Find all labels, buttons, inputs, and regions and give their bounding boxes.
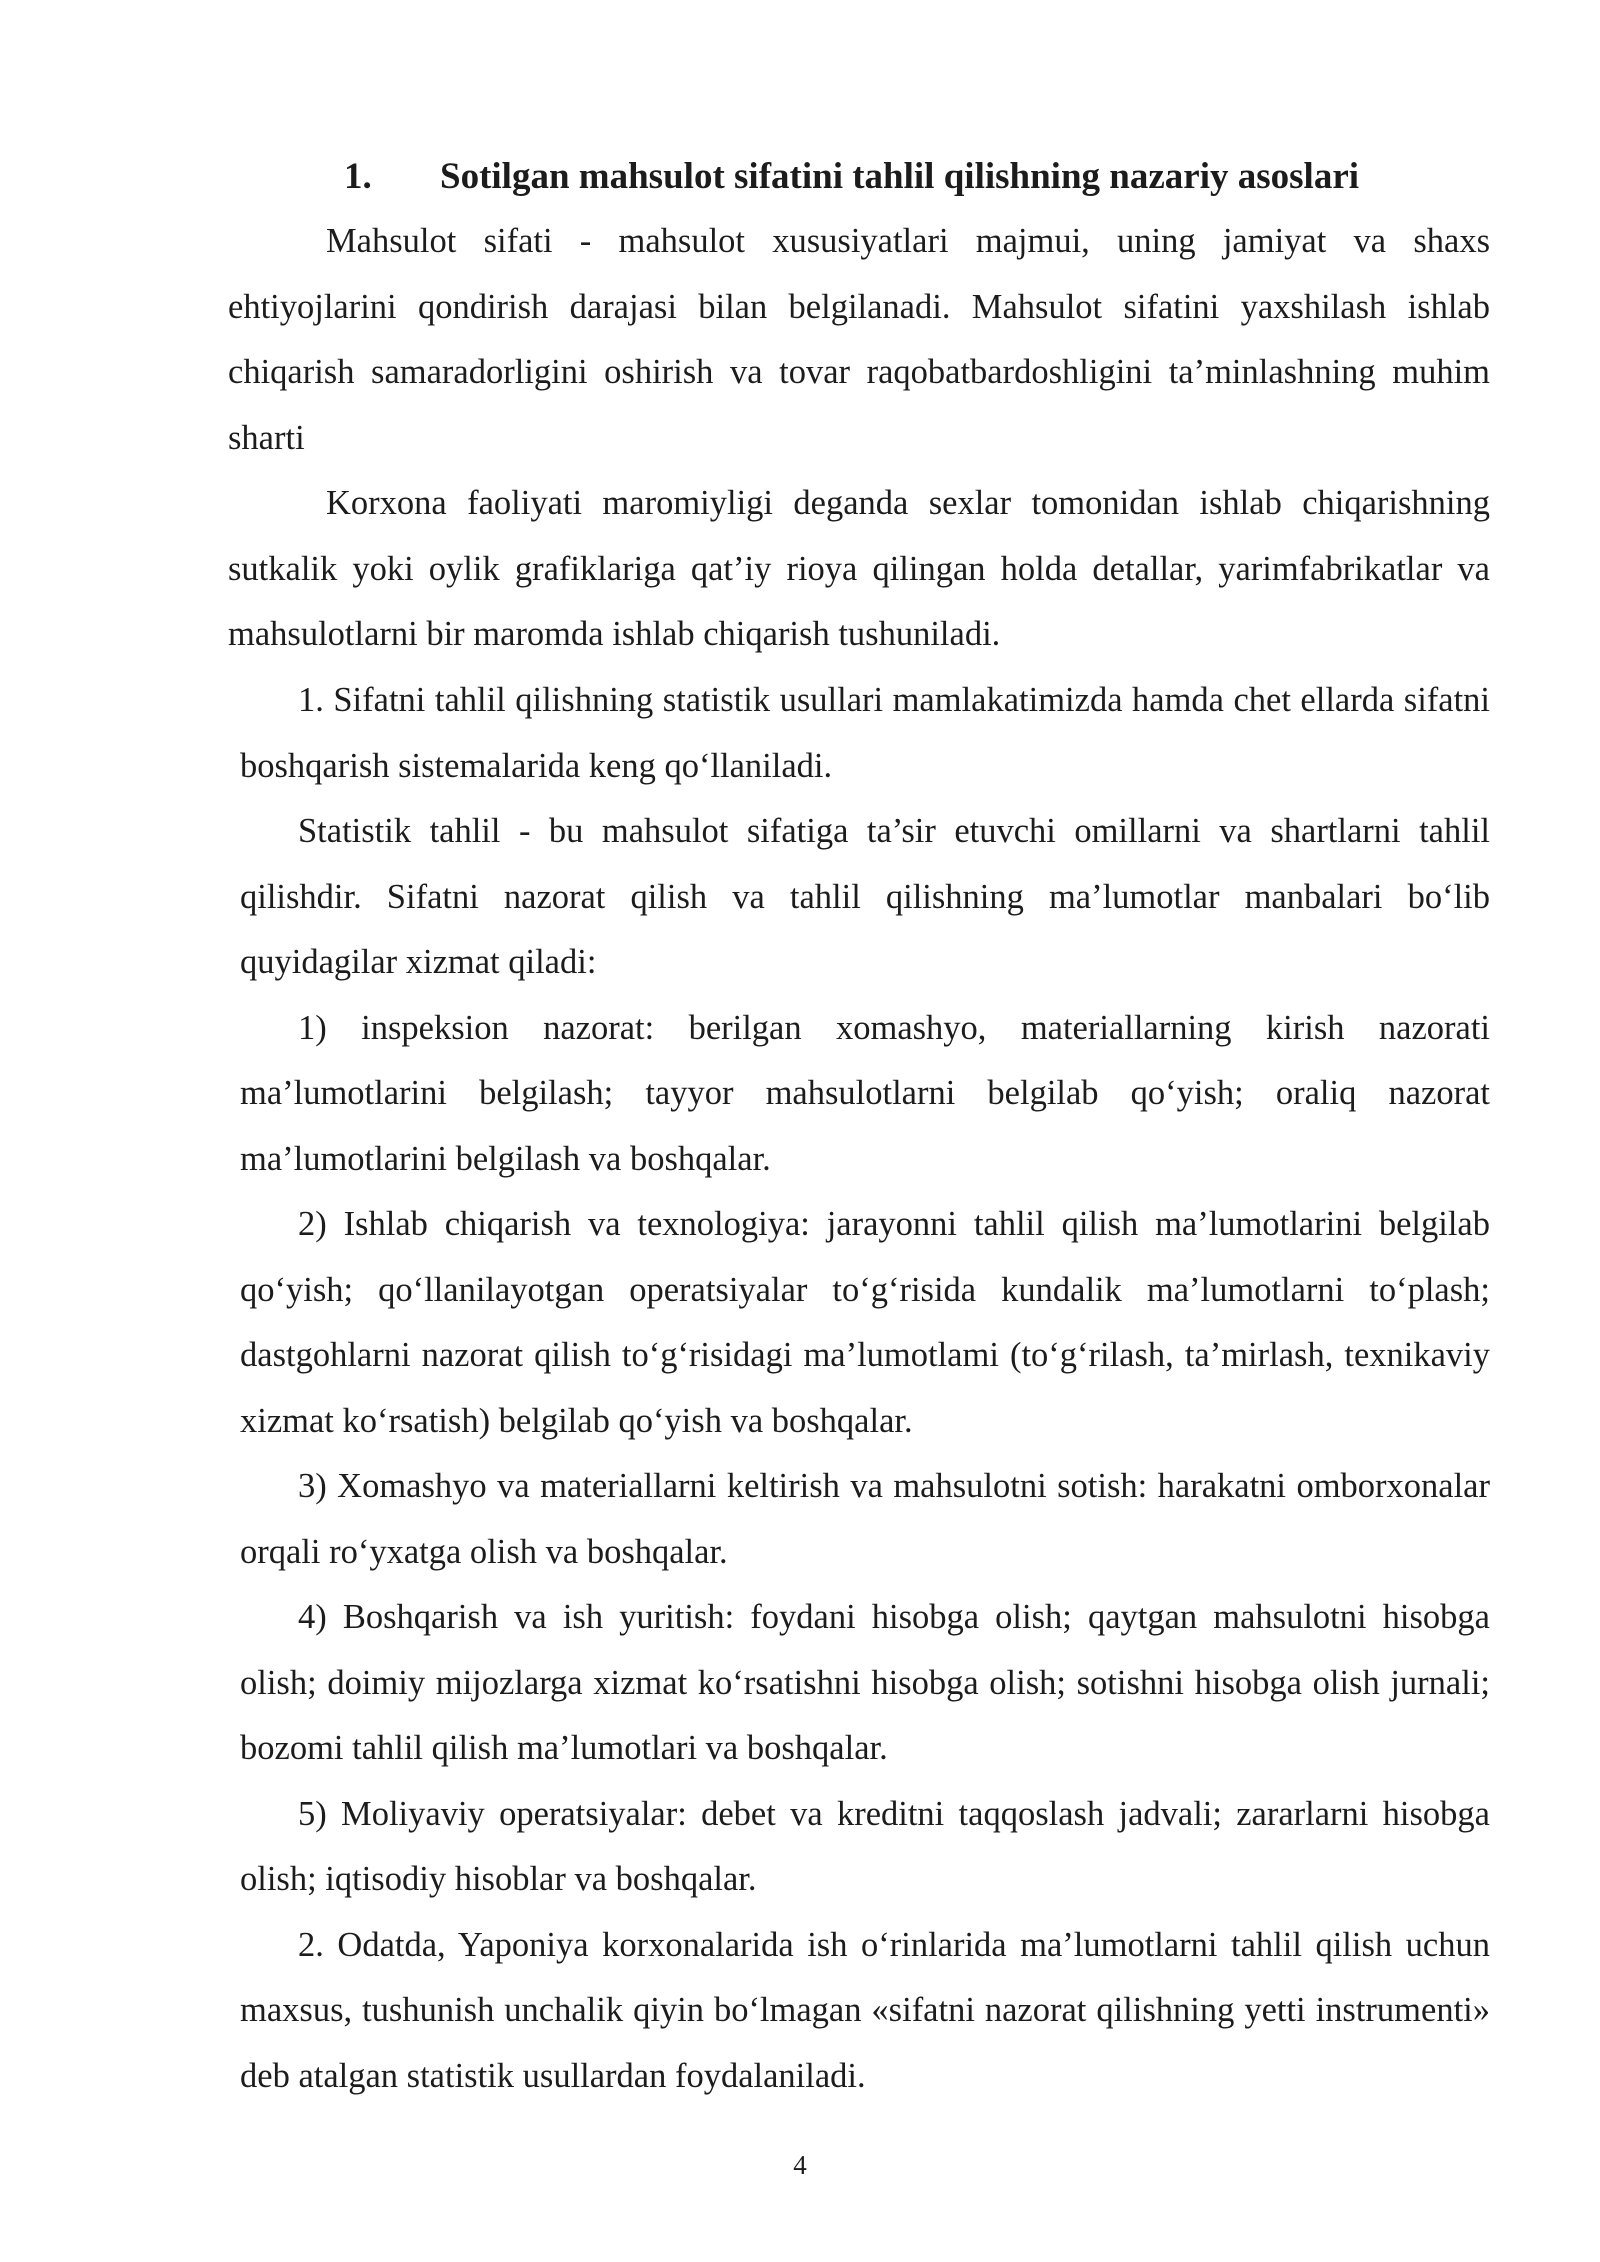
list-item-production-technology: 2) Ishlab chiqarish va texnologiya: jarayonni tahlil qilish ma’lumotlarini belgilab qo‘yish; qo‘llanilayotgan operatsiyalar to‘g‘risida kundalik ma’lumotlarni to‘plash; dastgohlarni nazorat qilish to‘g‘risidagi ma’lumotlami (to‘g‘rilash, ta’mirlash, texnikaviy xizmat ko‘rsatish) belgilab qo‘yish va boshqalar.: [240, 1205, 1490, 1440]
section-heading: [230, 150, 1574, 204]
body-text-block-1: [228, 209, 1490, 668]
page-number: 4: [793, 2150, 807, 2180]
paragraph-japan-seven-tools: 2. Odatda, Yaponiya korxonalarida ish o‘rinlarida ma’lumotlarni tahlil qilish uchun maxsus, tushunish unchalik qiyin bo‘lmagan «sifatni nazorat qilishning yetti instrumenti» deb atalgan statistik usullardan foydalaniladi.: [240, 1925, 1490, 2095]
list-item-financial-operations: 5) Moliyaviy operatsiyalar: debet va kreditni taqqoslash jadvali; zararlarni hisobga olish; iqtisodiy hisoblar va boshqalar.: [240, 1794, 1490, 1898]
list-item-management: 4) Boshqarish va ish yuritish: foydani hisobga olish; qaytgan mahsulotni hisobga olish; doimiy mijozlarga xizmat ko‘rsatishni hisobga olish; sotishni hisobga olish jurnali; bozomi tahlil qilish ma’lumotlari va boshqalar.: [240, 1598, 1490, 1767]
body-text-block-2: [240, 668, 1490, 2109]
section-number: 1.: [344, 156, 372, 197]
paragraph-rhythmic-production: Korxona faoliyati maromiyligi deganda sexlar tomonidan ishlab chiqarishning sutkalik yoki oylik grafiklariga qat’iy rioya qilingan holda detallar, yarimfabrikatlar va mahsulotlarni bir maromda ishlab chiqarish tushuniladi.: [228, 484, 1490, 653]
section-title: Sotilgan mahsulot sifatini tahlil qilishning nazariy asoslari: [440, 156, 1360, 197]
paragraph-quality-definition: Mahsulot sifati - mahsulot xususiyatlari majmui, uning jamiyat va shaxs ehtiyojlarini qondirish darajasi bilan belgilanadi. Mahsulot sifatini yaxshilash ishlab chiqarish samaradorligini oshirish va tovar raqobatbardoshligini ta’minlashning muhim sharti: [228, 222, 1490, 457]
paragraph-statistical-methods: 1. Sifatni tahlil qilishning statistik usullari mamlakatimizda hamda chet ellarda sifatni boshqarish sistemalarida keng qo‘llaniladi.: [240, 681, 1490, 785]
list-item-inspection-control: 1) inspeksion nazorat: berilgan xomashyo, materiallarning kirish nazorati ma’lumotlarini belgilash; tayyor mahsulotlarni belgilab qo‘yish; oraliq nazorat ma’lumotlarini belgilash va boshqalar.: [240, 1008, 1490, 1178]
paragraph-statistical-analysis: Statistik tahlil - bu mahsulot sifatiga ta’sir etuvchi omillarni va shartlarni tahlil qilishdir. Sifatni nazorat qilish va tahlil qilishning ma’lumotlar manbalari bo‘lib quyidagilar xizmat qiladi:: [240, 812, 1490, 981]
list-item-raw-materials: 3) Xomashyo va materiallarni keltirish va mahsulotni sotish: harakatni omborxonalar orqali ro‘yxatga olish va boshqalar.: [240, 1467, 1490, 1571]
